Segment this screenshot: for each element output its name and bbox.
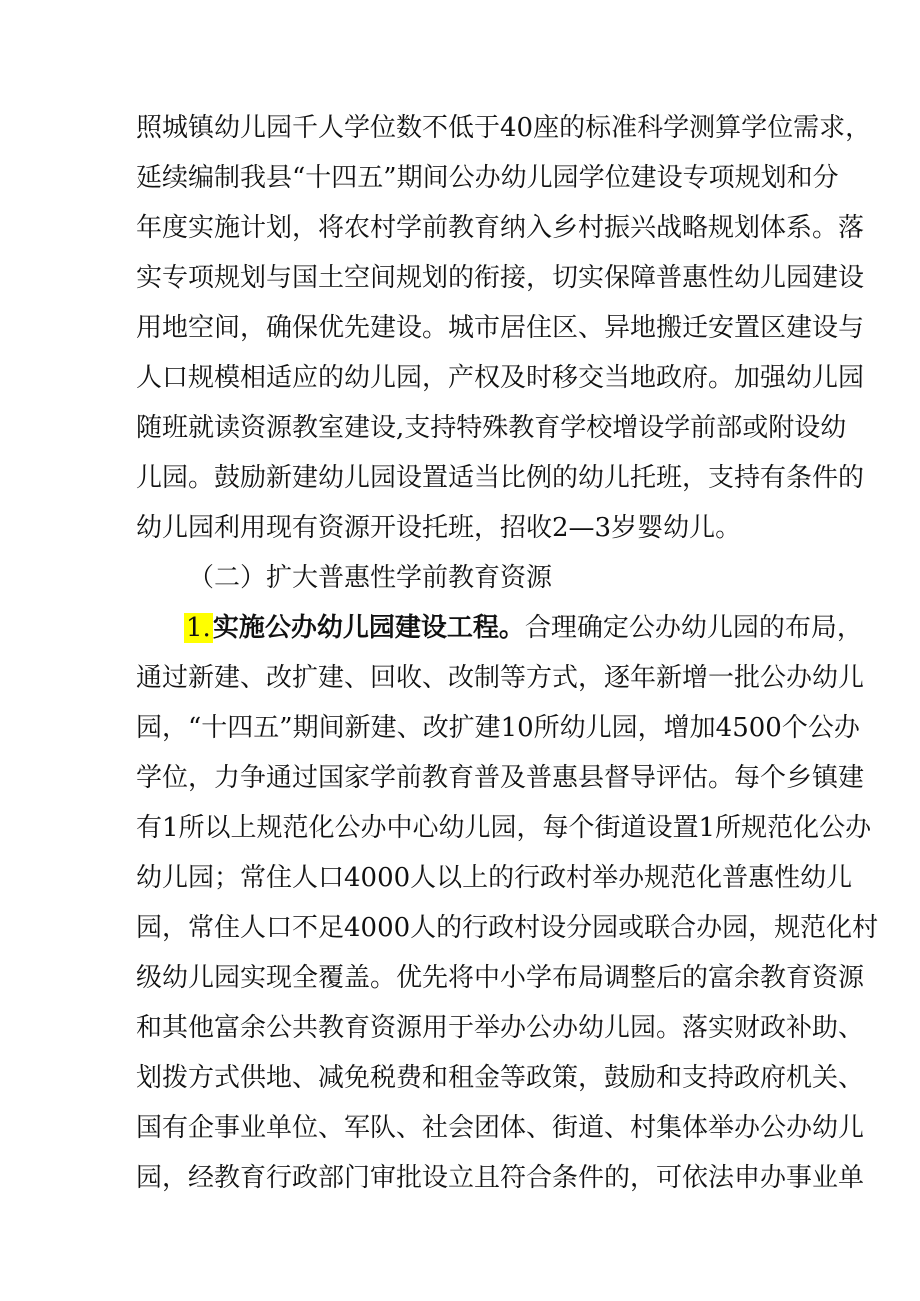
text-line: 园，经教育行政部门审批设立且符合条件的，可依法申办事业单 [136, 1163, 865, 1193]
text-line: 用地空间，确保优先建设。城市居住区、异地搬迁安置区建设与 [136, 313, 865, 343]
text-line: 通过新建、改扩建、回收、改制等方式，逐年新增一批公办幼儿 [136, 663, 865, 693]
text-line: 和其他富余公共教育资源用于举办公办幼儿园。落实财政补助、 [136, 1013, 865, 1043]
text-line: 实专项规划与国土空间规划的衔接，切实保障普惠性幼儿园建设 [136, 263, 865, 293]
text-line: 幼儿园；常住人口4000人以上的行政村举办规范化普惠性幼儿 [136, 863, 853, 893]
item-title: 实施公办幼儿园建设工程。 [212, 613, 525, 643]
text-line: 随班就读资源教室建设,支持特殊教育学校增设学前部或附设幼 [136, 413, 847, 443]
item-first-line-text: 合理确定公办幼儿园的布局， [524, 613, 863, 643]
text-line: 园，常住人口不足4000人的行政村设分园或联合办园，规范化村 [136, 913, 879, 943]
text-line: 人口规模相适应的幼儿园，产权及时移交当地政府。加强幼儿园 [136, 363, 865, 393]
text-line: 照城镇幼儿园千人学位数不低于40座的标准科学测算学位需求， [136, 113, 872, 143]
text-line: 园，“十四五”期间新建、改扩建10所幼儿园，增加4500个公办 [136, 713, 860, 743]
text-line: 幼儿园利用现有资源开设托班，招收2—3岁婴幼儿。 [136, 513, 742, 543]
text-line: 划拨方式供地、减免税费和租金等政策，鼓励和支持政府机关、 [136, 1063, 865, 1093]
text-line: 学位，力争通过国家学前教育普及普惠县督导评估。每个乡镇建 [136, 763, 865, 793]
text-line: 有1所以上规范化公办中心幼儿园，每个街道设置1所规范化公办 [136, 813, 872, 843]
text-line: 延续编制我县“十四五”期间公办幼儿园学位建设专项规划和分 [136, 163, 839, 193]
item-1-first-line [184, 606, 863, 650]
text-line: 儿园。鼓励新建幼儿园设置适当比例的幼儿托班，支持有条件的 [136, 463, 865, 493]
text-line: 级幼儿园实现全覆盖。优先将中小学布局调整后的富余教育资源 [136, 963, 865, 993]
item-number-highlight: 1. [186, 613, 211, 643]
text-line: 国有企事业单位、军队、社会团体、街道、村集体举办公办幼儿 [136, 1113, 865, 1143]
section-heading: （二）扩大普惠性学前教育资源 [188, 563, 553, 593]
text-line: 年度实施计划，将农村学前教育纳入乡村振兴战略规划体系。落 [136, 213, 865, 243]
